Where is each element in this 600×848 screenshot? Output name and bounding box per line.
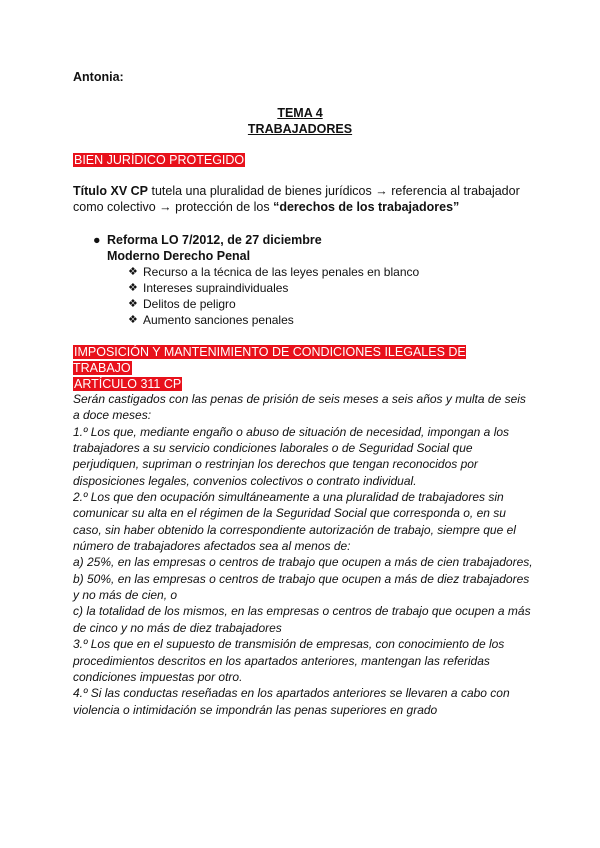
list-item — [128, 264, 419, 280]
topic-number: TEMA 4 — [277, 106, 323, 120]
article-number-line: ARTÍCULO 311 CP — [74, 377, 182, 391]
section-heading-bien-juridico — [73, 151, 245, 169]
law-paragraph: a) 25%, en las empresas o centros de trabajo que ocupen a más de cien trabajadores, — [73, 555, 533, 570]
list-item-text: Delitos de peligro — [143, 297, 236, 311]
section-heading-line: IMPOSICIÓN Y MANTENIMIENTO DE CONDICIONES ILEGALES DE TRABAJO — [73, 345, 466, 375]
topic-title: TRABAJADORES — [247, 122, 353, 136]
reform-title: Reforma LO 7/2012, de 27 diciembre — [107, 233, 322, 247]
diamond-bullet-icon: ❖ — [128, 314, 138, 326]
list-item-text: Recurso a la técnica de las leyes penales en blanco — [143, 265, 420, 279]
section-heading-text: BIEN JURÍDICO PROTEGIDO — [74, 153, 245, 167]
author-label: Antonia: — [73, 70, 124, 84]
intro-paragraph — [73, 183, 533, 215]
diamond-bullet-icon: ❖ — [128, 266, 138, 278]
law-paragraph: Serán castigados con las penas de prisión de seis meses a seis años y multa de seis a doce meses: — [73, 392, 526, 423]
list-item — [128, 280, 419, 296]
law-paragraph: 2.º Los que den ocupación simultáneamente a una pluralidad de trabajadores sin comunicar su alta en el régimen de la Seguridad Social que corresponda o, en su caso, sin haber obtenido la correspondiente autorización de trabajo, siempre que el número de trabajadores afectados sea al menos de: — [73, 490, 516, 554]
list-item-text: Aumento sanciones penales — [143, 313, 294, 327]
diamond-bullet-icon: ❖ — [128, 298, 138, 310]
law-paragraph: 4.º Si las conductas reseñadas en los apartados anteriores se llevaren a cabo con violencia o intimidación se impondrán las penas superiores en grado — [73, 686, 510, 717]
diamond-bullet-icon: ❖ — [128, 282, 138, 294]
list-item — [128, 296, 419, 312]
bullet-dot-icon: ● — [93, 233, 101, 247]
law-paragraph: 1.º Los que, mediante engaño o abuso de situación de necesidad, impongan a los trabajadores a su servicio condiciones laborales o de Seguridad Social que perjudiquen, supriman o restrinjan los derechos que tengan reconocidos por disposiciones legales, convenios colectivos o contrato individual. — [73, 424, 510, 488]
intro-bold-rights: “derechos de los trabajadores” — [273, 200, 460, 214]
law-paragraph: 3.º Los que en el supuesto de transmisión de empresas, con conocimiento de los procedimientos descritos en los apartados anteriores, mantengan las referidas condiciones impuestas por otro. — [73, 637, 505, 684]
article-311-text — [73, 391, 535, 718]
section-heading-article-311 — [73, 344, 523, 392]
reform-bullet — [93, 232, 419, 248]
intro-bold-law: Título XV CP — [73, 184, 148, 198]
reform-bullet-block — [93, 232, 419, 328]
law-paragraph: b) 50%, en las empresas o centros de trabajo que ocupen a más de diez trabajadores y no más de cien, o — [73, 571, 530, 603]
intro-text: tutela una pluralidad de bienes jurídicos → referencia al trabajador como colectivo → protección de los — [73, 184, 520, 214]
list-item-text: Intereses supraindividuales — [143, 281, 289, 295]
law-paragraph: c) la totalidad de los mismos, en las empresas o centros de trabajo que ocupen a más de cinco y no más de diez trabajadores — [73, 604, 531, 635]
list-item — [128, 312, 419, 328]
reform-features-list — [128, 264, 419, 328]
reform-subtitle: Moderno Derecho Penal — [107, 249, 251, 263]
